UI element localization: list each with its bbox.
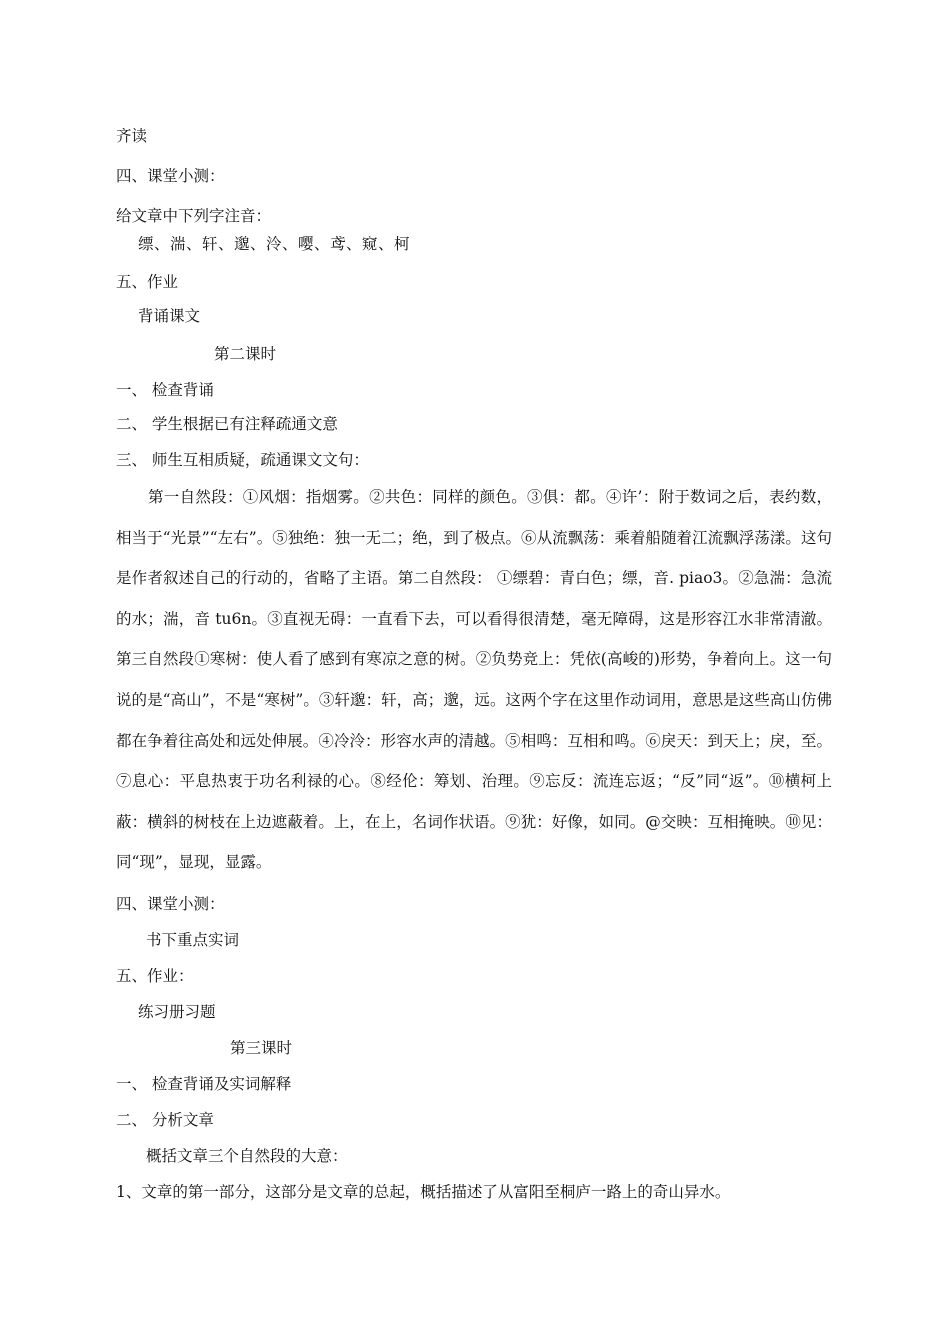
pinyin-characters: 缥、湍、轩、邈、泠、嘤、鸢、窥、柯: [138, 235, 411, 253]
homework-content: 练习册习题: [138, 1003, 216, 1021]
section-heading: 四、课堂小测：: [116, 895, 225, 913]
list-item: 一、 检查背诵: [116, 381, 214, 399]
pinyin-prompt: 给文章中下列字注音：: [116, 207, 272, 225]
list-item: 一、 检查背诵及实词解释: [116, 1075, 292, 1093]
test-content: 书下重点实词: [146, 931, 240, 949]
lesson-title: 第三课时: [230, 1039, 293, 1057]
annotation-paragraph: 第一自然段：①风烟：指烟雾。②共色：同样的颜色。③俱：都。④许’：附于数词之后，表约数，相当于“光景”“左右”。⑤独绝：独一无二；绝，到了极点。⑥从流飘荡：乘着船随着江流飘浮荡漾。这句是作者叙述自己的行动的，省略了主语。第二自然段： ①缥碧：青白色；缥，音. piao3。②急湍：急流的水；湍，音 tu6n。③直视无碍：一直看下去，可以看得很清楚，毫无障碍，这是形容江水非常清澈。第三自然段①寒树：使人看了感到有寒凉之意的树。②负势竞上：凭依(高峻的)形势，争着向上。这一句说的是“高山”，不是“寒树”。③轩邈：轩，高；邈，远。这两个字在这里作动词用，意思是这些高山仿佛都在争着往高处和远处伸展。④冷泠：形容水声的清越。⑤相鸣：互相和鸣。⑥戾天：到天上；戾，至。⑦息心：平息热衷于功名利禄的心。⑧经伦：筹划、治理。⑨忘反：流连忘返；“反”同“返”。⑩横柯上蔽：横斜的树枝在上边遮蔽着。上，在上，名词作状语。⑨犹：好像，如同。@交映：互相掩映。⑩见：同“现”，显现，显露。: [116, 488, 832, 872]
summary-prompt: 概括文章三个自然段的大意：: [146, 1147, 348, 1165]
lesson-title: 第二课时: [214, 345, 277, 363]
list-item: 三、 师生互相质疑，疏通课文文句：: [116, 451, 369, 469]
summary-part-1: 1、文章的第一部分，这部分是文章的总起，概括描述了从富阳至桐庐一路上的奇山异水。: [116, 1183, 731, 1201]
list-item: 二、 学生根据已有注释疏通文意: [116, 415, 338, 433]
section-heading: 五、作业: [116, 273, 179, 291]
section-heading: 四、课堂小测：: [116, 167, 225, 185]
section-heading: 五、作业：: [116, 967, 194, 985]
list-item: 二、 分析文章: [116, 1111, 214, 1129]
qidu-line: 齐读: [116, 127, 148, 145]
homework-content: 背诵课文: [138, 307, 201, 325]
